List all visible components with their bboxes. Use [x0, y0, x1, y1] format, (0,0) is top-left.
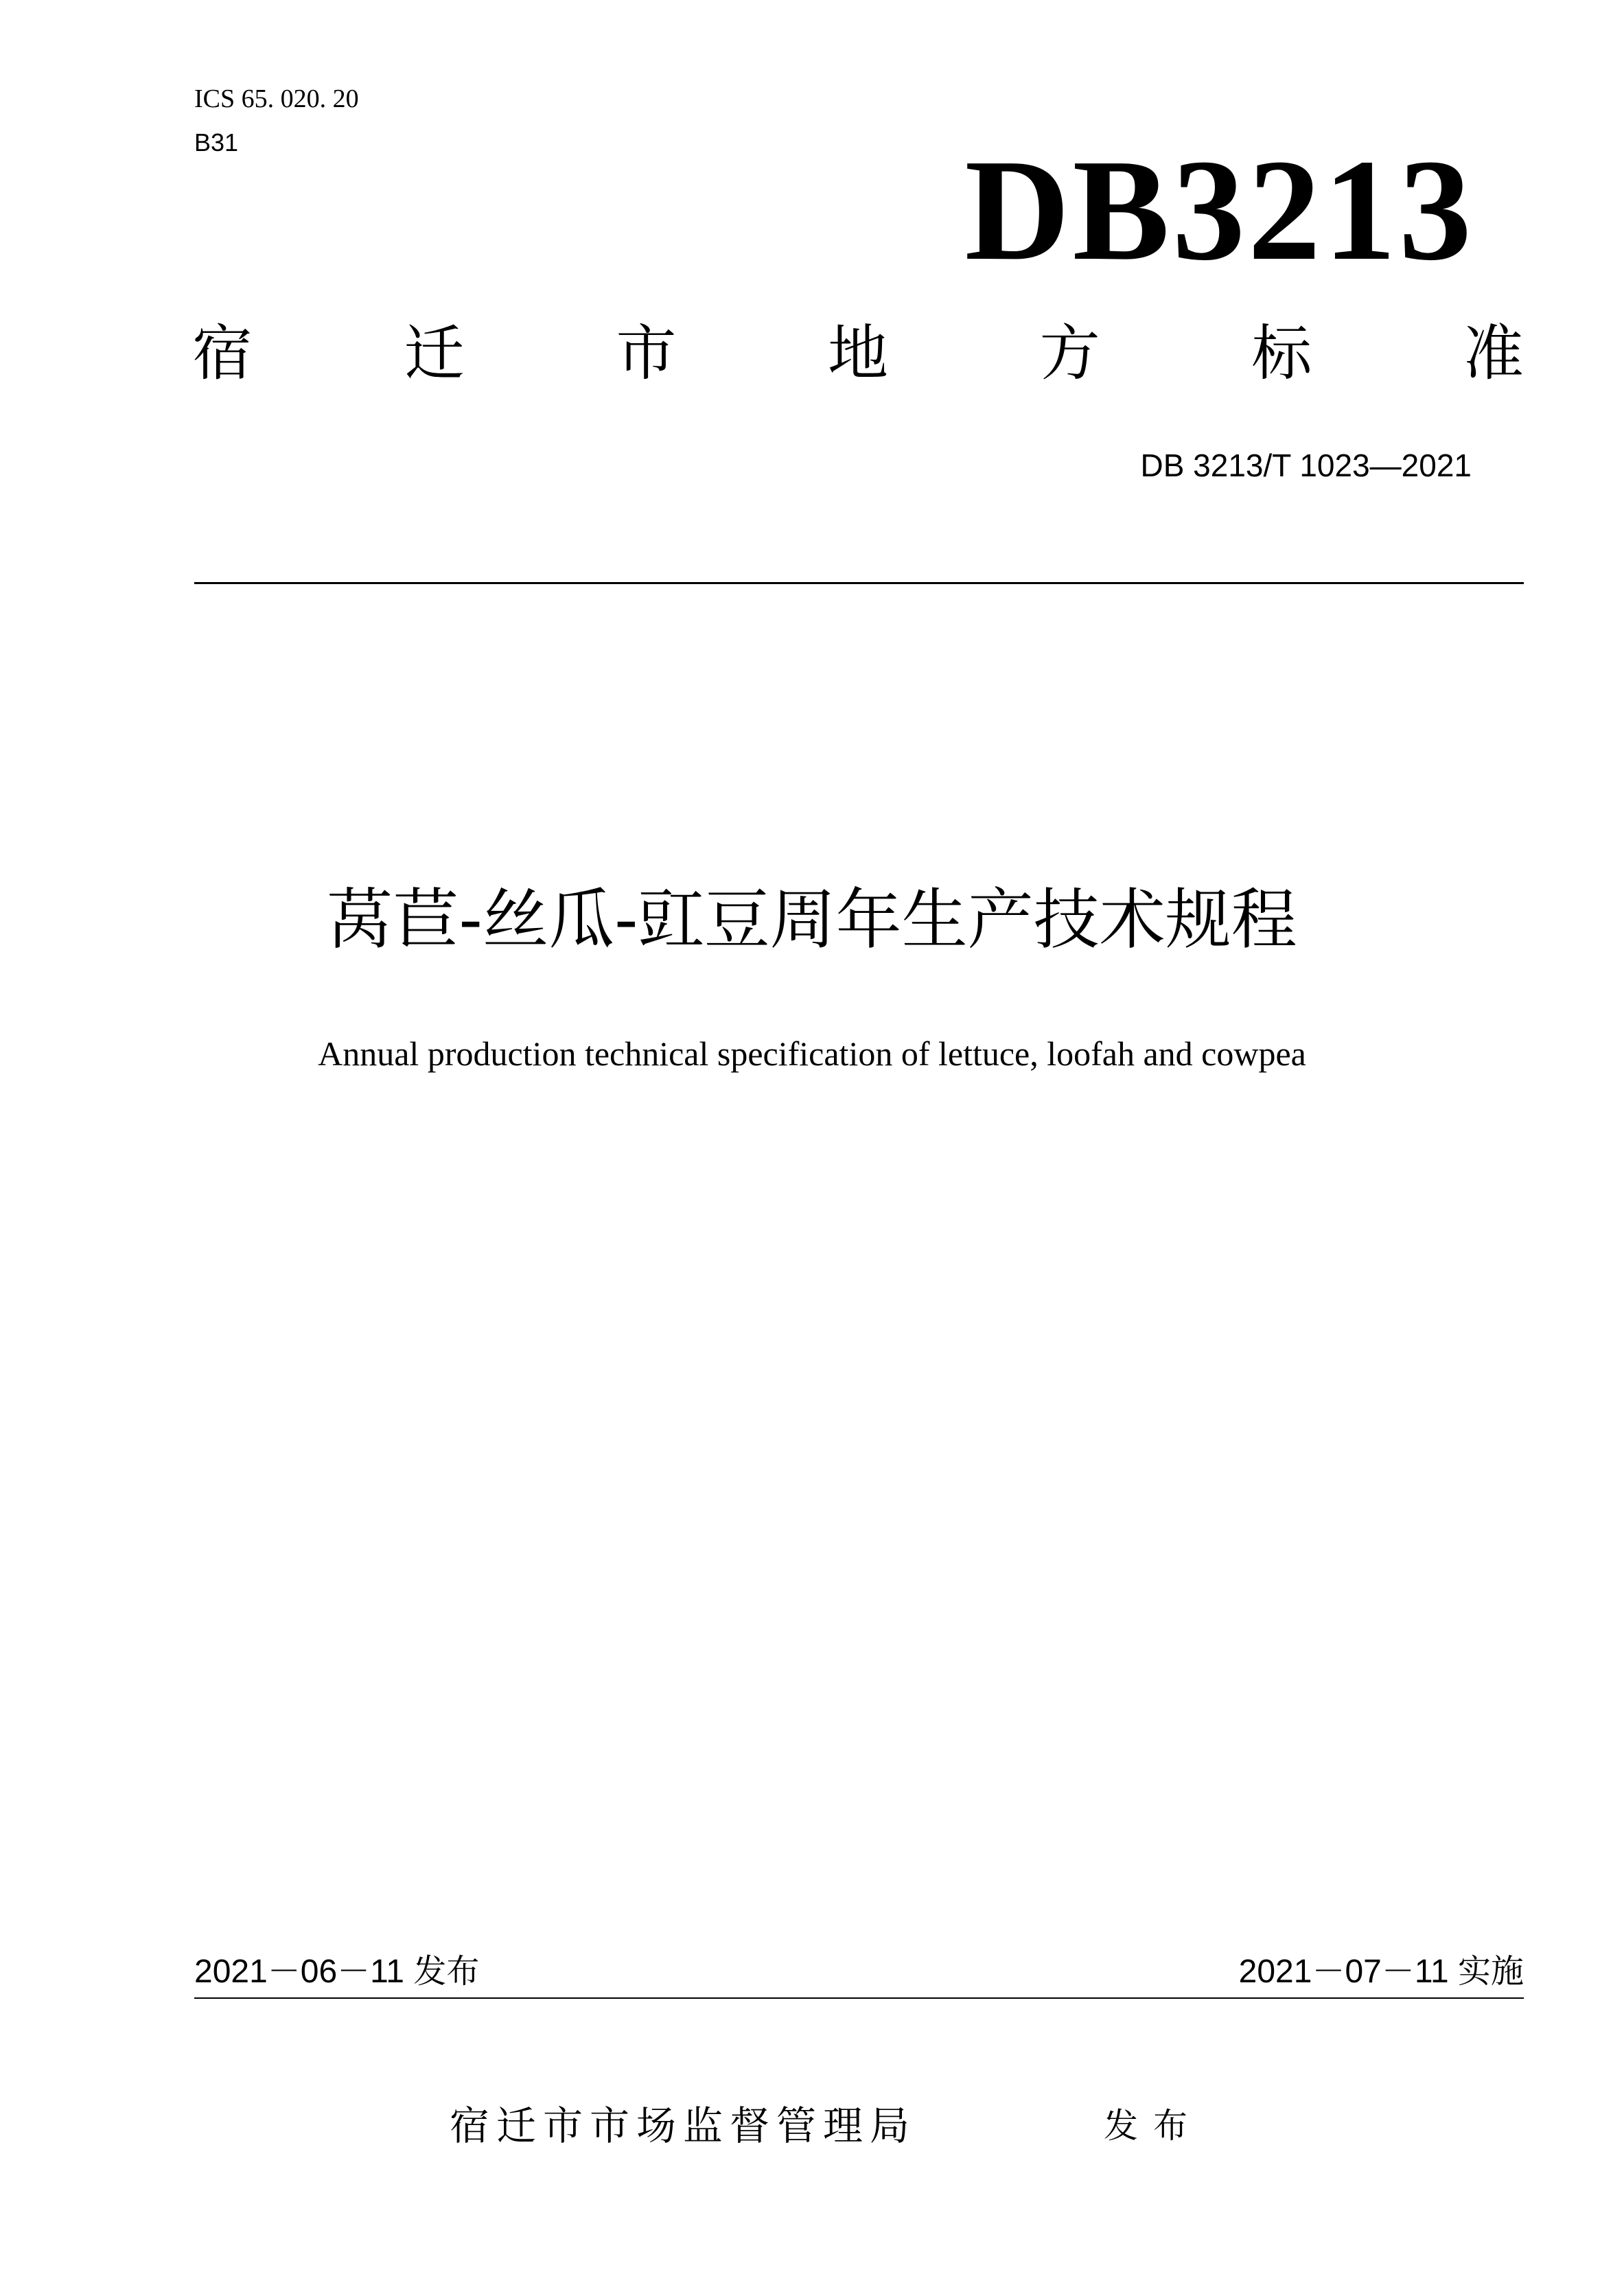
standard-type-char: 宿 — [192, 318, 253, 389]
standard-type-char: 迁 — [404, 318, 465, 389]
footer-divider — [194, 1997, 1524, 1999]
standard-code: DB3213 — [964, 129, 1474, 290]
ics-code: ICS 65. 020. 20 — [194, 84, 359, 113]
title-chinese: 莴苣-丝瓜-豇豆周年生产技术规程 — [327, 881, 1297, 958]
standard-type-char: 市 — [616, 318, 677, 389]
title-english: Annual production technical specification of lettuce, loofah and cowpea — [318, 1034, 1306, 1073]
standard-type-char: 地 — [827, 318, 888, 389]
issue-date: 2021－06－11 发布 — [194, 1953, 480, 1990]
standard-type-char: 准 — [1463, 318, 1524, 389]
issuing-authority: 宿迁市市场监督管理局 — [450, 2102, 917, 2149]
standard-number: DB 3213/T 1023—2021 — [1140, 448, 1472, 483]
implementation-date: 2021－07－11 实施 — [1238, 1953, 1524, 1990]
standard-type-char: 标 — [1251, 318, 1312, 389]
publish-label: 发布 — [1104, 2106, 1203, 2146]
classification-code: B31 — [194, 128, 239, 156]
standard-type-char: 方 — [1039, 318, 1100, 389]
header-divider — [194, 582, 1524, 584]
standard-type — [192, 316, 1524, 391]
